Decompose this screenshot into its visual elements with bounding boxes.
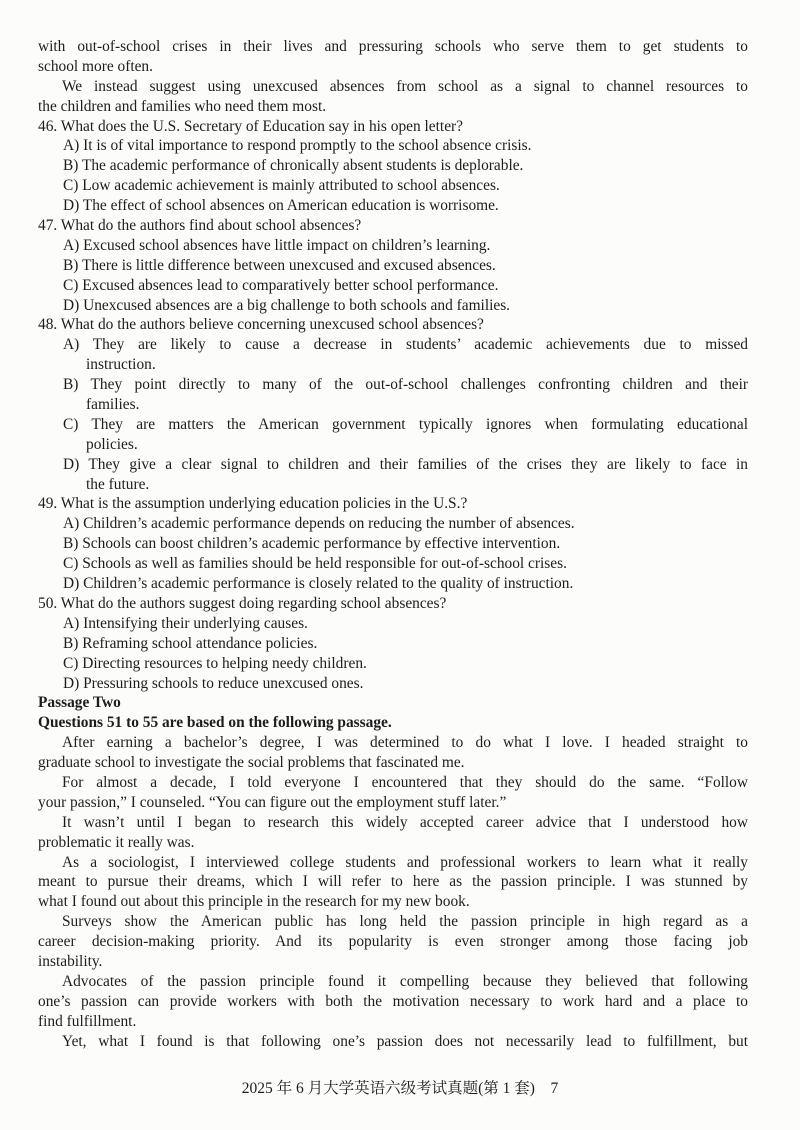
option-d: D) Children’s academic performance is closely related to the quality of instruction. [63,575,574,593]
passage-line: find fulfillment. [38,1012,137,1030]
option-c: C) Excused absences lead to comparatively better school performance. [63,276,499,294]
question-49: 49. What is the assumption underlying education policies in the U.S.? [38,495,468,513]
passage-line: your passion,” I counseled. “You can figure out the employment stuff later.” [38,793,507,811]
option-c: C) Low academic achievement is mainly attributed to school absences. [63,177,500,195]
passage-line: Yet, what I found is that following one’s passion does not necessarily lead to fulfillment, but [62,1032,748,1050]
passage-line: After earning a bachelor’s degree, I was determined to do what I love. I headed straight to [62,734,748,752]
option-a: A) Excused school absences have little impact on children’s learning. [63,236,491,254]
section-heading: Passage Two [38,694,121,712]
text-line: school more often. [38,57,153,75]
question-50: 50. What do the authors suggest doing regarding school absences? [38,594,447,612]
option-a: A) Children’s academic performance depends on reducing the number of absences. [63,515,575,533]
passage-line: It wasn’t until I began to research this widely accepted career advice that I understood how [62,813,748,831]
passage-line: problematic it really was. [38,833,195,851]
option-continuation: policies. [86,435,138,453]
passage-line: graduate school to investigate the social problems that fascinated me. [38,754,465,772]
passage-line: what I found out about this principle in the research for my new book. [38,893,470,911]
option-b: B) The academic performance of chronically absent students is deplorable. [63,157,524,175]
option-a: A) They are likely to cause a decrease in students’ academic achievements due to missed [63,336,748,354]
option-c: C) Directing resources to helping needy children. [63,654,367,672]
option-a: A) Intensifying their underlying causes. [63,614,308,632]
option-b: B) Schools can boost children’s academic performance by effective intervention. [63,535,561,553]
question-46: 46. What does the U.S. Secretary of Education say in his open letter? [38,117,463,135]
option-d: D) They give a clear signal to children and their families of the crises they are likely to face in [63,455,748,473]
question-47: 47. What do the authors find about school absences? [38,217,362,235]
passage-line: Surveys show the American public has long held the passion principle in high regard as a [62,913,748,931]
section-instruction: Questions 51 to 55 are based on the following passage. [38,714,392,732]
passage-line: For almost a decade, I told everyone I encountered that they should do the same. “Follow [62,773,748,791]
option-c: C) They are matters the American government typically ignores when formulating educational [63,415,748,433]
option-d: D) Pressuring schools to reduce unexcused ones. [63,674,364,692]
option-b: B) They point directly to many of the out-of-school challenges confronting children and their [63,376,748,394]
option-d: D) The effect of school absences on American education is worrisome. [63,197,499,215]
page-body [38,37,748,1051]
page-footer: 2025 年 6 月大学英语六级考试真题(第 1 套) 7 [241,1080,559,1097]
passage-line: instability. [38,952,103,970]
question-48: 48. What do the authors believe concerning unexcused school absences? [38,316,484,334]
option-c: C) Schools as well as families should be held responsible for out-of-school crises. [63,555,567,573]
passage-line: meant to pursue their dreams, which I will refer to here as the passion principle. I was stunned by [38,873,748,891]
option-continuation: the future. [86,475,150,493]
option-continuation: instruction. [86,356,156,374]
option-b: B) There is little difference between unexcused and excused absences. [63,256,496,274]
passage-line: As a sociologist, I interviewed college students and professional workers to learn what it really [62,853,748,871]
option-d: D) Unexcused absences are a big challenge to both schools and families. [63,296,511,314]
text-line: We instead suggest using unexcused absences from school as a signal to channel resources to [62,77,748,95]
passage-line: career decision-making priority. And its popularity is even stronger among those facing job [38,933,748,951]
passage-line: Advocates of the passion principle found it compelling because they believed that following [62,972,748,990]
option-continuation: families. [86,396,140,414]
option-a: A) It is of vital importance to respond promptly to the school absence crisis. [63,137,532,155]
passage-line: one’s passion can provide workers with both the motivation necessary to work hard and a place to [38,992,748,1010]
text-line: the children and families who need them most. [38,97,327,115]
text-line: with out-of-school crises in their lives and pressuring schools who serve them to get students to [38,38,748,55]
option-b: B) Reframing school attendance policies. [63,634,318,652]
